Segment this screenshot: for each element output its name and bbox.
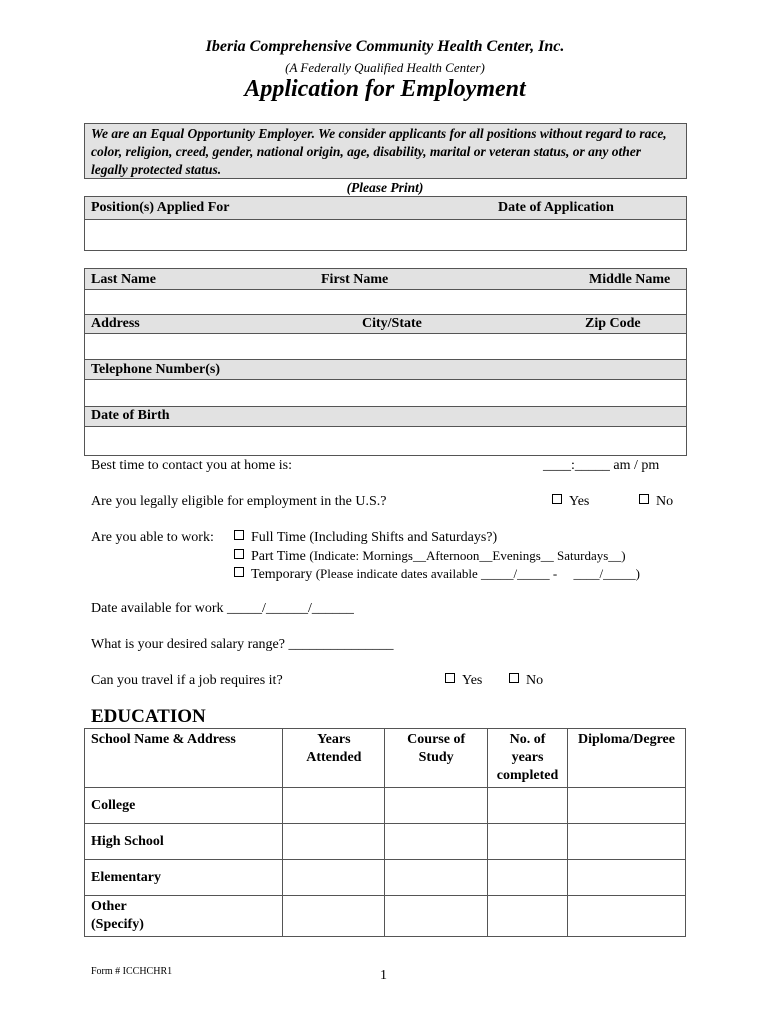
last-name-label: Last Name <box>91 272 156 287</box>
name-field[interactable] <box>84 289 687 315</box>
course-of-study-header: Course of Study <box>385 729 488 788</box>
education-header-row <box>85 729 686 788</box>
position-label: Position(s) Applied For <box>91 200 230 215</box>
telephone-label: Telephone Number(s) <box>91 362 220 377</box>
years-attended-header: Years Attended <box>283 729 385 788</box>
table-cell[interactable] <box>283 788 385 824</box>
page-number: 1 <box>380 968 387 983</box>
name-header-row <box>84 268 687 290</box>
table-cell[interactable] <box>385 824 488 860</box>
travel-no-option[interactable]: No <box>509 673 543 689</box>
table-cell[interactable] <box>488 824 568 860</box>
position-header-row <box>84 196 687 220</box>
checkbox-icon[interactable] <box>234 549 244 559</box>
phone-header-row <box>84 359 687 380</box>
education-table <box>84 728 686 937</box>
best-time-question: Best time to contact you at home is: <box>91 458 293 473</box>
school-name-header: School Name & Address <box>85 729 283 788</box>
temporary-option[interactable]: Temporary (Please indicate dates available _____/_____ - ____/_____) <box>234 566 640 583</box>
form-number: Form # ICCHCHR1 <box>91 966 173 977</box>
middle-name-label: Middle Name <box>589 272 671 287</box>
date-of-birth-label: Date of Birth <box>91 408 170 423</box>
travel-yes-option[interactable]: Yes <box>445 673 482 689</box>
able-to-work-question: Are you able to work: <box>91 530 214 545</box>
position-field[interactable] <box>84 219 687 251</box>
date-of-application-label: Date of Application <box>498 200 614 215</box>
eligible-yes-option[interactable]: Yes <box>552 494 589 510</box>
table-cell[interactable] <box>385 896 488 937</box>
address-header-row <box>84 314 687 334</box>
table-row <box>85 788 686 824</box>
table-cell[interactable] <box>568 788 686 824</box>
table-cell[interactable] <box>283 860 385 896</box>
full-time-option[interactable]: Full Time (Including Shifts and Saturdays?) <box>234 530 497 546</box>
zip-code-label: Zip Code <box>585 316 641 331</box>
organization-subtitle: (A Federally Qualified Health Center) <box>285 60 485 75</box>
table-cell[interactable] <box>488 896 568 937</box>
table-cell[interactable] <box>568 860 686 896</box>
table-cell[interactable] <box>283 896 385 937</box>
table-cell[interactable] <box>283 824 385 860</box>
organization-name: Iberia Comprehensive Community Health Center, Inc. <box>205 38 565 55</box>
eeo-statement: We are an Equal Opportunity Employer. We consider applicants for all positions without regard to race, color, religion, creed, gender, national origin, age, disability, marital or veteran status, or any other legally protected status. <box>84 123 687 179</box>
address-field[interactable] <box>84 333 687 360</box>
eligible-question: Are you legally eligible for employment in the U.S.? <box>91 494 387 509</box>
part-time-option[interactable]: Part Time (Indicate: Mornings__Afternoon__Evenings__ Saturdays__) <box>234 548 626 565</box>
please-print-note: (Please Print) <box>346 180 424 195</box>
date-of-birth-field[interactable] <box>84 426 687 456</box>
best-time-blank[interactable]: ____:_____ am / pm <box>543 458 660 473</box>
diploma-degree-header: Diploma/Degree <box>568 729 686 788</box>
date-available-question[interactable]: Date available for work _____/______/______ <box>91 601 354 616</box>
page-title: Application for Employment <box>244 76 526 102</box>
table-cell[interactable] <box>488 860 568 896</box>
school-row-label: High School <box>85 824 283 860</box>
checkbox-icon[interactable] <box>234 530 244 540</box>
table-cell[interactable] <box>385 788 488 824</box>
table-cell[interactable] <box>568 896 686 937</box>
table-cell[interactable] <box>385 860 488 896</box>
address-label: Address <box>91 316 140 331</box>
checkbox-icon[interactable] <box>445 673 455 683</box>
dob-header-row <box>84 406 687 427</box>
school-row-label: College <box>85 788 283 824</box>
telephone-field[interactable] <box>84 379 687 407</box>
table-row <box>85 824 686 860</box>
school-row-label: Elementary <box>85 860 283 896</box>
eligible-no-option[interactable]: No <box>639 494 673 510</box>
first-name-label: First Name <box>321 272 389 287</box>
table-cell[interactable] <box>568 824 686 860</box>
checkbox-icon[interactable] <box>639 494 649 504</box>
years-completed-header: No. of years completed <box>488 729 568 788</box>
checkbox-icon[interactable] <box>552 494 562 504</box>
table-row <box>85 896 686 937</box>
checkbox-icon[interactable] <box>234 567 244 577</box>
city-state-label: City/State <box>362 316 422 331</box>
travel-question: Can you travel if a job requires it? <box>91 673 283 688</box>
table-cell[interactable] <box>488 788 568 824</box>
checkbox-icon[interactable] <box>509 673 519 683</box>
table-row <box>85 860 686 896</box>
school-row-label: Other (Specify) <box>85 896 283 937</box>
salary-question[interactable]: What is your desired salary range? _______________ <box>91 637 394 652</box>
education-heading: EDUCATION <box>91 706 206 727</box>
